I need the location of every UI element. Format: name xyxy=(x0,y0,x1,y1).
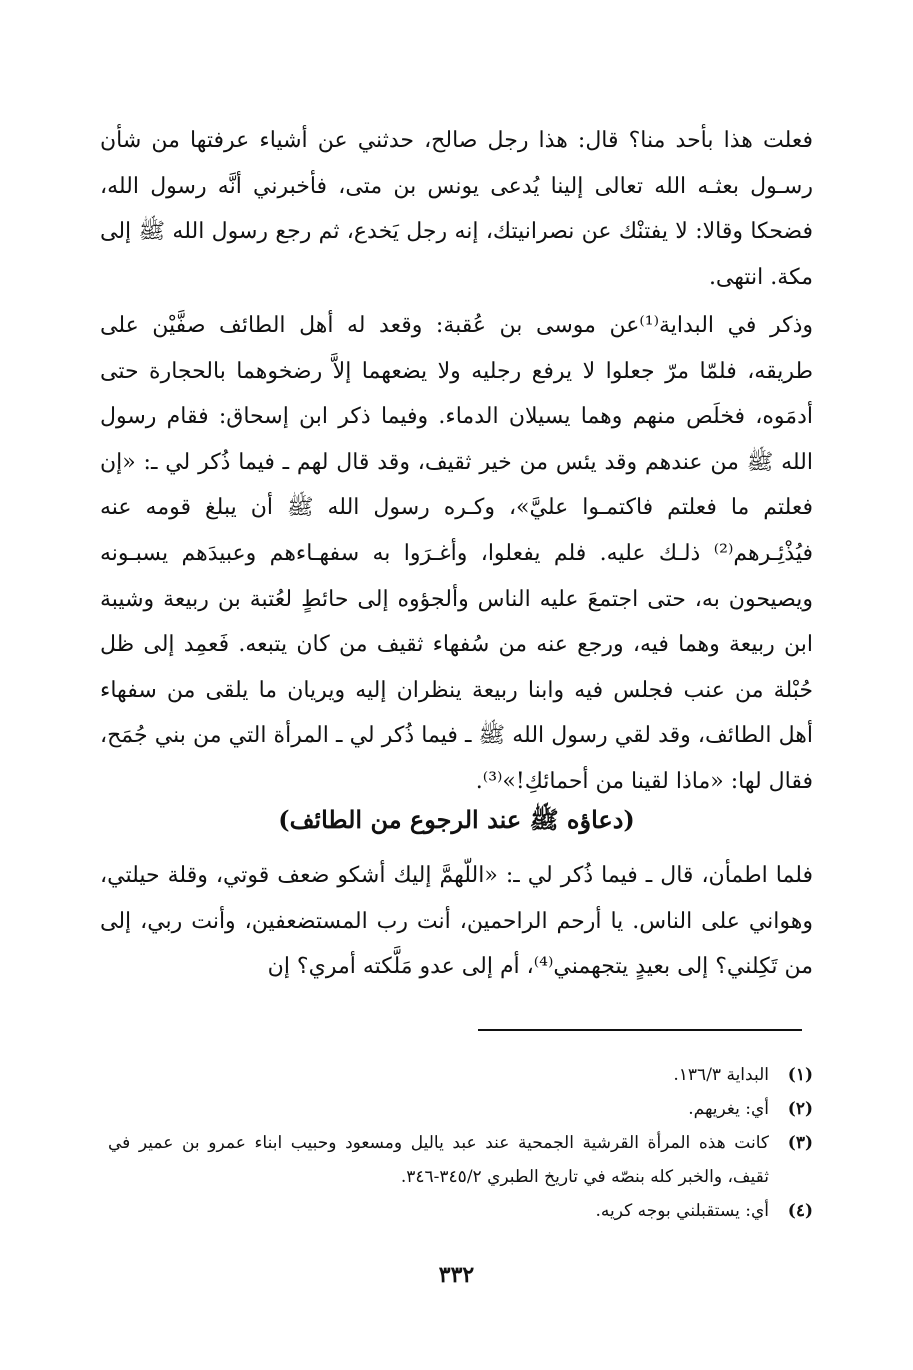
body-paragraph-3: فلما اطمأن، قال ـ فيما ذُكر لي ـ: «اللّهمَّ إليك أشكو ضعف قوتي، وقلة حيلتي، وهواني على الناس. يا أرحم الراحمين، أنت رب المستضعفين، وأنت ربي، إلى من تَكِلني؟ إلى بعيدٍ يتجهمني⁽⁴⁾، أم إلى عدو مَلَّكته أمري؟ إن xyxy=(100,863,813,980)
footnote-item xyxy=(108,1126,813,1194)
footnote-item xyxy=(108,1092,813,1126)
footnote-number: (٤) xyxy=(787,1201,813,1221)
footnote-divider xyxy=(478,1029,802,1031)
page-number: ٣٣٢ xyxy=(438,1262,475,1288)
footnote-text: كانت هذه المرأة القرشية الجمحية عند عبد ياليل ومسعود وحبيب ابناء عمرو بن عمير في ثقيف، والخبر كله بنصّه في تاريخ الطبري ٣٤٥/٢-٣٤٦. xyxy=(108,1133,769,1187)
body-paragraph-1: فعلت هذا بأحد منا؟ قال: هذا رجل صالح، حدثني عن أشياء عرفتها من شأن رسـول بعثـه الله تعالى إلينا يُدعى يونس بن متى، فأخبرني أنَّه رسول الله، فضحكا وقالا: لا يفتنْك عن نصرانيتك، إنه رجل يَخدع، ثم رجع رسول الله ﷺ إلى مكة. انتهى. xyxy=(100,128,813,290)
footnote-number: (٢) xyxy=(787,1099,813,1119)
footnote-item xyxy=(108,1194,813,1228)
footnote-text: أي: يستقبلني بوجه كريه. xyxy=(595,1201,769,1221)
footnote-text: البداية ١٣٦/٣. xyxy=(673,1065,769,1085)
footnote-number: (١) xyxy=(787,1065,813,1085)
footnote-number: (٣) xyxy=(787,1133,813,1153)
footnote-text: أي: يغريهم. xyxy=(688,1099,769,1119)
section-heading: (دعاؤه ﷺ عند الرجوع من الطائف) xyxy=(278,805,635,834)
body-paragraph-2: وذكر في البداية⁽¹⁾عن موسى بن عُقبة: وقعد له أهل الطائف صفَّيْن على طريقه، فلمّا مرّ جعلوا لا يرفع رجليه ولا يضعهما إلاَّ رضخوهما بالحجارة حتى أدمَوه، فخلَص منهم وهما يسيلان الدماء. وفيما ذكر ابن إسحاق: فقام رسول الله ﷺ من عندهم وقد يئس من خير ثقيف، وقد قال لهم ـ فيما ذُكر لي ـ: «إن فعلتم ما فعلتم فاكتمـوا عليَّ»، وكـره رسول الله ﷺ أن يبلغ قومه عنه فيُذْئِـرهم⁽²⁾ ذلـك عليه. فلم يفعلوا، وأغـرَوا به سفهـاءهم وعبيدَهم يسبـونه ويصيحون به، حتى اجتمعَ عليه الناس وألجؤوه إلى حائطٍ لعُتبة بن ربيعة وشيبة ابن ربيعة وهما فيه، ورجع عنه من سُفهاء ثقيف من كان يتبعه. فَعمِد إلى ظل حُبْلة من عنب فجلس فيه وابنا ربيعة ينظران إليه ويريان ما يلقى من سفهاء أهل الطائف، وقد لقي رسول الله ﷺ ـ فيما ذُكر لي ـ المرأة التي من بني جُمَح، فقال لها: «ماذا لقينا من أحمائكِ!»⁽³⁾. xyxy=(100,313,814,794)
footnote-item xyxy=(108,1058,813,1092)
footnotes-list xyxy=(108,1058,813,1228)
